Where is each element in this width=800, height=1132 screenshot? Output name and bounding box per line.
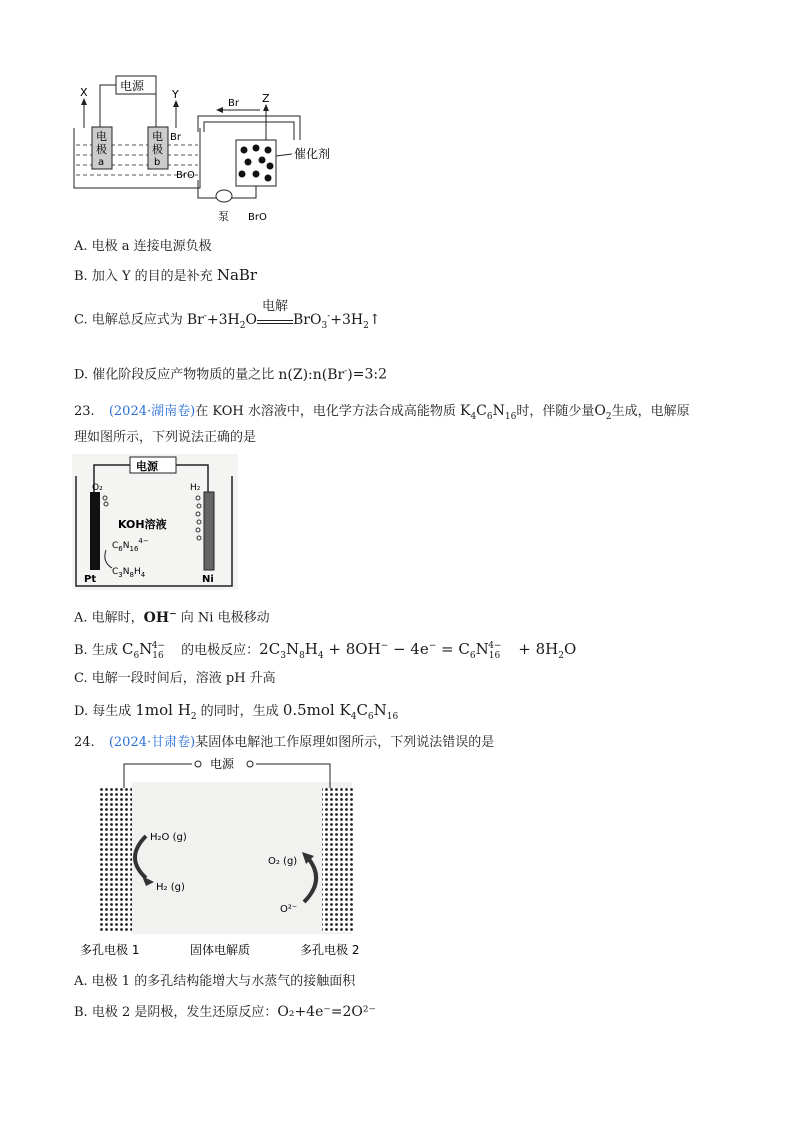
- figure-koh-electrolysis: [72, 454, 238, 590]
- fig3-electrode1-label: 多孔电极 1: [80, 943, 140, 957]
- fig3-electrode2-label: 多孔电极 2: [300, 943, 360, 957]
- fig1-pump-label: 泵: [218, 210, 229, 223]
- q22-option-d: D. 催化阶段反应产物物质的量之比 n(Z):n(Br-)=3:2: [74, 366, 387, 383]
- fig3-o2minus: O²⁻: [280, 904, 298, 915]
- fig1-electrode-a-3: a: [98, 157, 105, 168]
- fig2-c3n8h4: $C_3N_8H_4$: [112, 567, 146, 579]
- fig1-power-label: 电源: [120, 79, 145, 93]
- q24-option-a: A. 电极 1 的多孔结构能增大与水蒸气的接触面积: [74, 974, 356, 989]
- q24-stem: 24. (2024·甘肃卷)某固体电解池工作原理如图所示，下列说法错误的是: [74, 735, 495, 750]
- q24-number: 24.: [74, 735, 95, 750]
- fig1-bro3-bottom: BrO: [248, 212, 267, 223]
- fig1-electrode-b-2: 极: [152, 143, 163, 156]
- fig3-power-label: 电源: [210, 757, 235, 771]
- q23-source: (2024·湖南卷): [108, 404, 196, 419]
- fig1-x-label: X: [80, 86, 88, 99]
- fig1-electrode-b-3: b: [154, 157, 161, 168]
- figure-solid-electrolysis: [74, 752, 374, 962]
- fig2-h2: H₂: [190, 483, 201, 493]
- fig1-y-label: Y: [172, 88, 179, 101]
- fig2-pt-label: Pt: [84, 574, 97, 585]
- q24-b-formula: O₂+4e⁻=2O²⁻: [277, 1004, 376, 1020]
- q24-source: (2024·甘肃卷): [108, 735, 196, 750]
- fig1-electrode-b-1: 电: [152, 130, 163, 143]
- q23-number: 23.: [74, 404, 95, 419]
- q23-option-a: A. 电解时，OH− 向 Ni 电极移动: [74, 609, 270, 626]
- fig2-c6n16: $C_6N_{16}^{4-}$: [112, 537, 149, 553]
- q22-option-a: A. 电极 a 连接电源负极: [74, 239, 212, 254]
- fig1-bro3-left: BrO: [176, 170, 195, 181]
- fig2-ni-label: Ni: [202, 574, 214, 585]
- fig1-catalyst-label: 催化剂: [294, 147, 330, 161]
- fig2-o2: O₂: [92, 483, 103, 493]
- q23-stem-line2: 理如图所示，下列说法正确的是: [74, 430, 257, 445]
- q22-b-formula: NaBr: [216, 266, 258, 284]
- q24-option-b: B. 电极 2 是阴极，发生还原反应：O₂+4e⁻=2O²⁻: [74, 1004, 376, 1020]
- q23-stem-line1: 23. (2024·湖南卷)在 KOH 水溶液中，电化学方法合成高能物质 $K_4C_6N_{16}$时，伴随少量$O_2$生成，电解原: [74, 403, 690, 422]
- fig1-br-left: Br: [170, 132, 181, 143]
- q22-c-condition: 电解: [261, 298, 288, 314]
- q23-option-d: D. 每生成 1mol $H_2$ 的同时，生成 0.5mol $K_4C_6N_{16}$: [74, 701, 399, 722]
- fig2-power-label: 电源: [136, 460, 158, 473]
- figure-bromate-electrolysis: [70, 70, 330, 230]
- q23-option-b: B. 生成 $C_6N_{16}^{4-}$ 的电极反应：$2C_3N_8H_4 + 8OH^- - 4e^- = C_6N_{16}^{4-} + 8H_2O$: [74, 640, 577, 661]
- fig1-z-label: Z: [262, 92, 270, 105]
- fig1-br-arrow-label: Br: [228, 98, 239, 109]
- q23-option-c: C. 电解一段时间后，溶液 pH 升高: [74, 671, 276, 686]
- fig3-o2: O₂ (g): [268, 856, 298, 867]
- fig3-h2o: H₂O (g): [150, 832, 187, 843]
- q22-option-b: B. 加入 Y 的目的是补充 NaBr: [74, 266, 258, 284]
- fig2-koh-label: KOH溶液: [118, 518, 167, 531]
- fig3-h2: H₂ (g): [156, 882, 185, 893]
- fig1-electrode-a-2: 极: [96, 143, 107, 156]
- q22-option-c: C. 电解总反应式为 $Br^-+3H_2O$ 电解 $BrO_3^-+3H_2↑$: [74, 298, 381, 331]
- fig3-electrolyte-label: 固体电解质: [190, 943, 251, 957]
- fig1-electrode-a-1: 电: [96, 130, 107, 143]
